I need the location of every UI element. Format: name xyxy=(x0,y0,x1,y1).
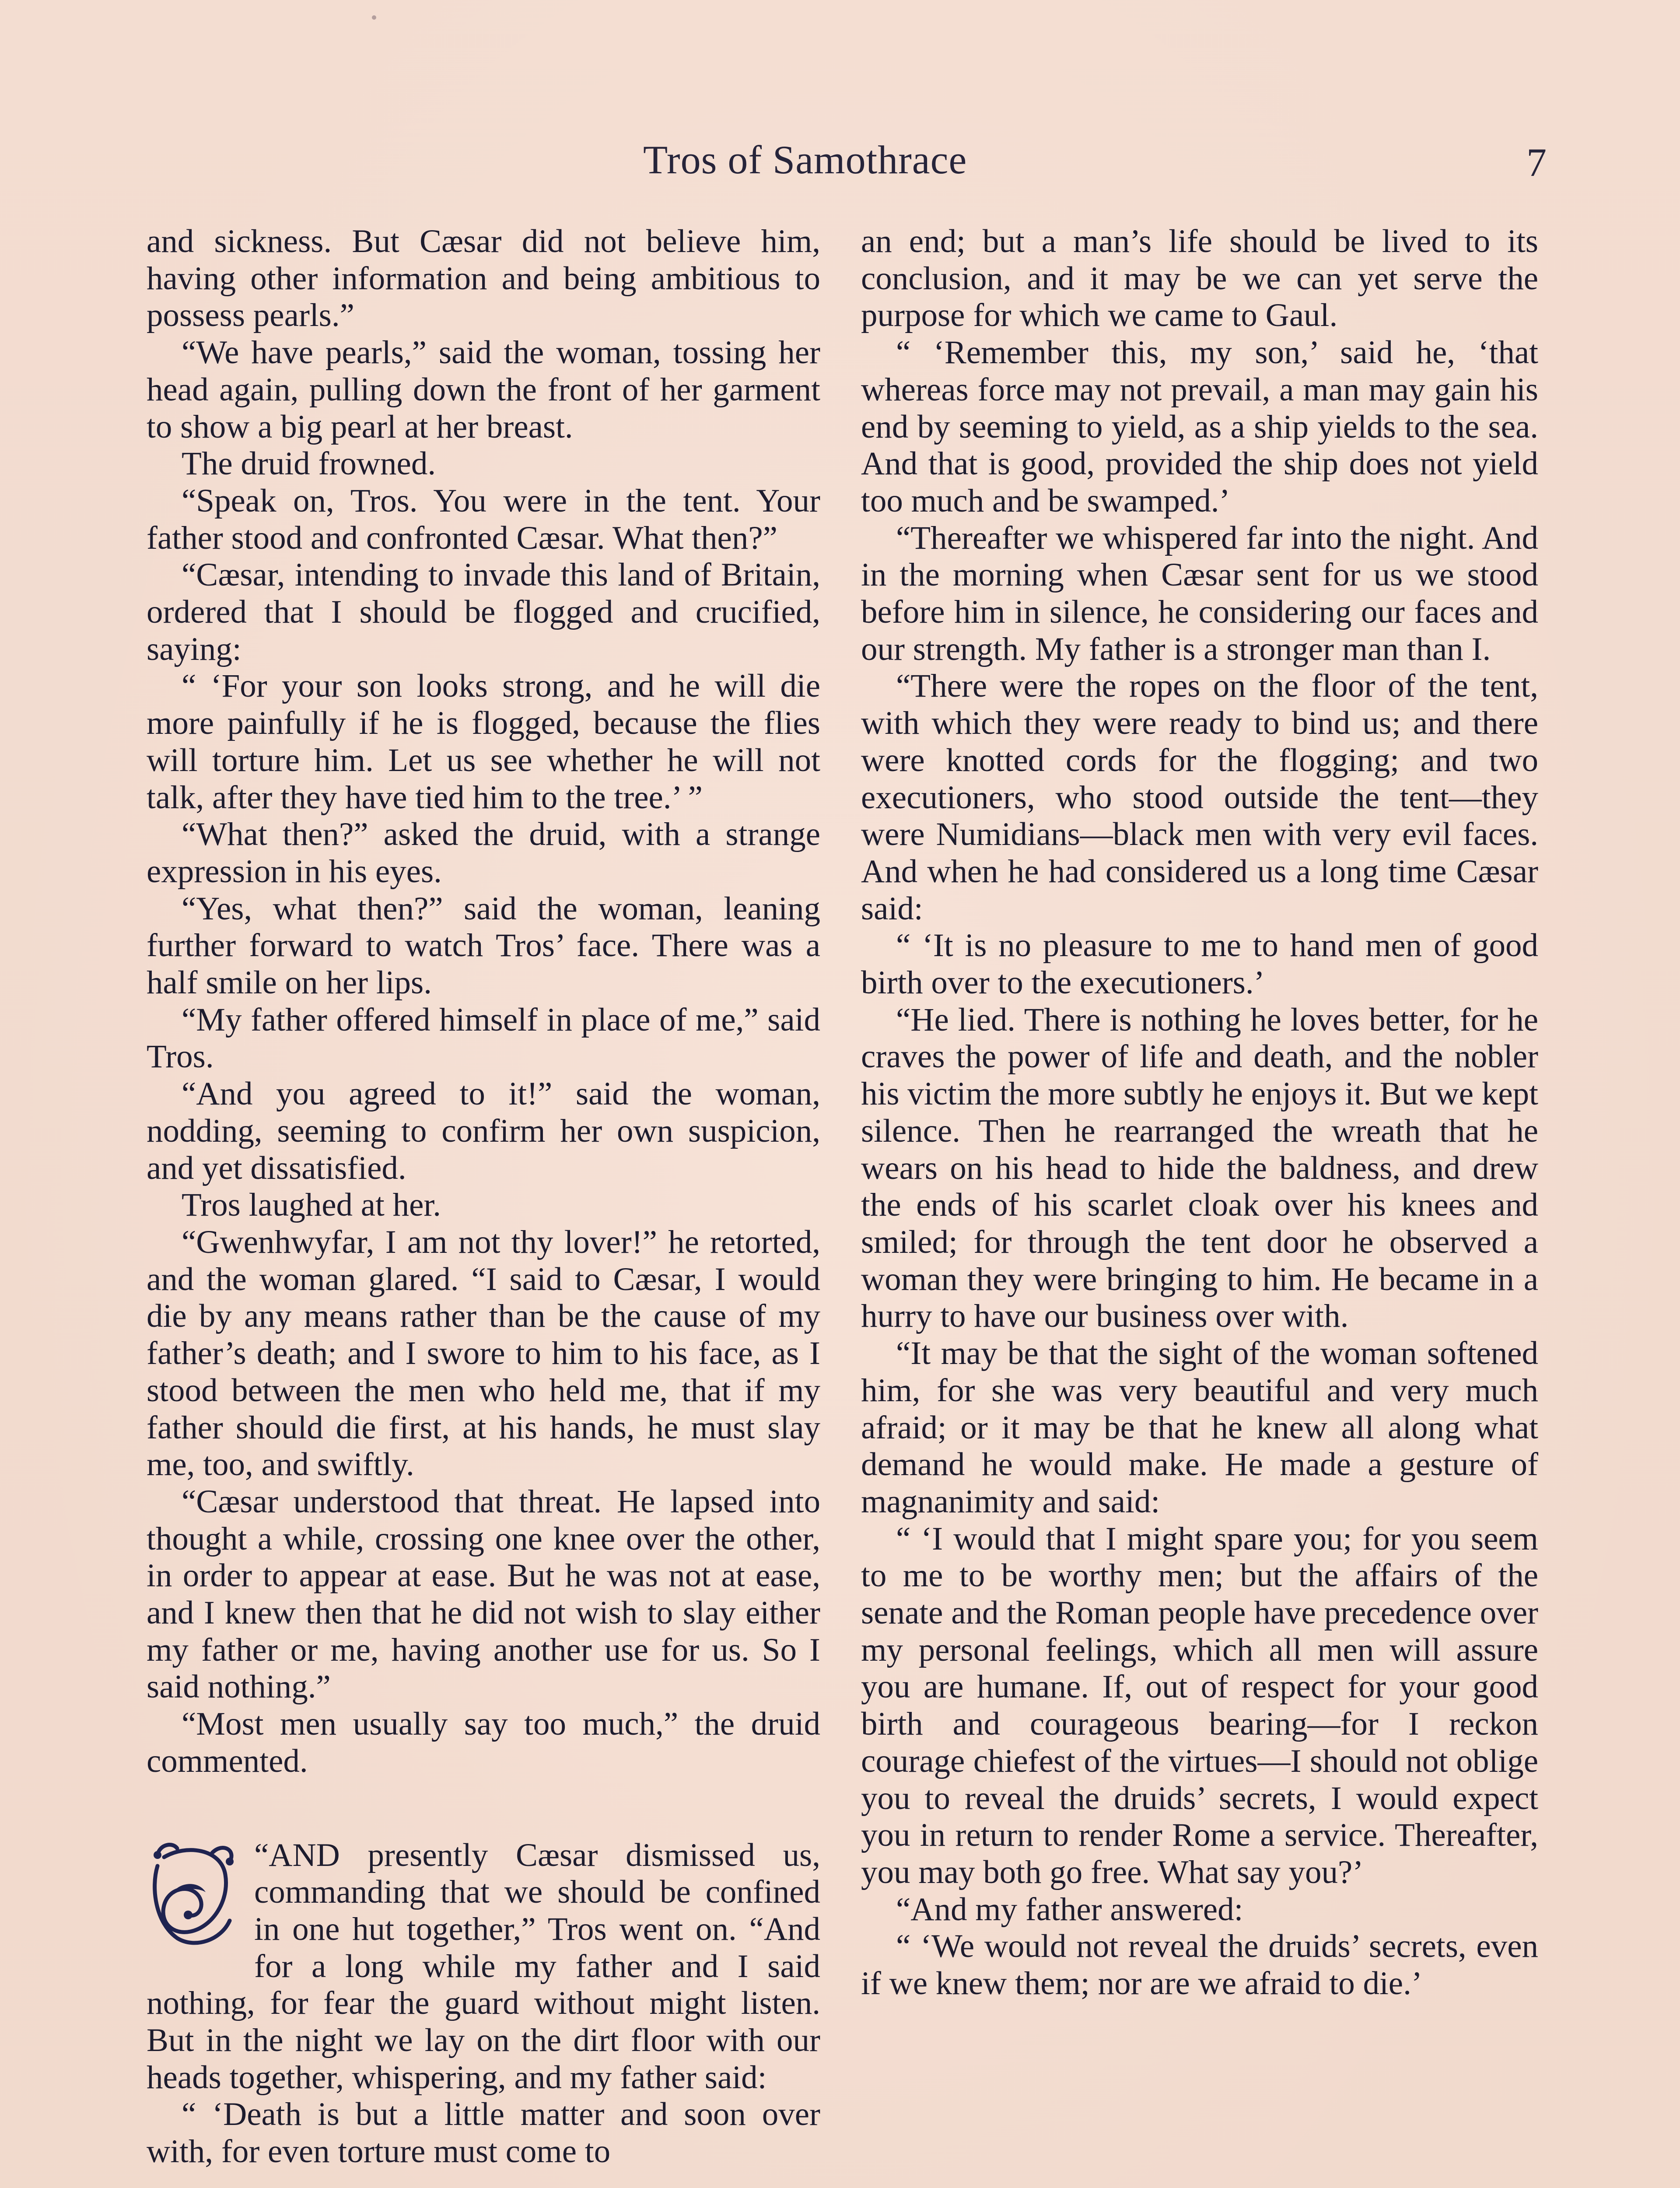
paragraph: “Speak on, Tros. You were in the tent. Your father stood and confronted Cæsar. What then?” xyxy=(147,482,820,556)
left-paragraphs xyxy=(147,223,820,1780)
paragraph: “And my father answered: xyxy=(896,1891,1243,1928)
paragraph: “ ‘For your son looks strong, and he will die more painfully if he is flogged, because the flies will torture him. Let us see whether he will not talk, after they have tied him to the tree.’ ” xyxy=(147,668,820,816)
paragraph: “Cæsar understood that threat. He lapsed into thought a while, crossing one knee over the other, in order to appear at ease. But he was not at ease, and I knew then that he did not wish to slay either my father or me, having another use for us. So I said nothing.” xyxy=(147,1483,820,1705)
paragraph: “Gwenhwyfar, I am not thy lover!” he retorted, and the woman glared. “I said to Cæsar, I would die by any means rather than be the cause of my father’s death; and I swore to him to his face, as I stood between the men who held me, that if my father should die first, at his hands, he must slay me, too, and swiftly. xyxy=(147,1224,820,1483)
left-text-column xyxy=(147,223,820,2188)
paragraph: “Thereafter we whispered far into the night. And in the morning when Cæsar sent for us we stood before him in silence, he considering our faces and our strength. My father is a stronger man than I. xyxy=(861,519,1538,667)
right-text-column xyxy=(861,223,1538,2188)
paragraph: “ ‘Remember this, my son,’ said he, ‘that whereas force may not prevail, a man may gain his end by seeming to yield, as a ship yields to the sea. And that is good, provided the ship does not yield too much and be swamped.’ xyxy=(861,334,1538,519)
paragraph: “ ‘It is no pleasure to me to hand men of good birth over to the executioners.’ xyxy=(861,927,1538,1001)
paragraph: “What then?” asked the druid, with a strange expression in his eyes. xyxy=(147,816,820,890)
paragraph: “ ‘We would not reveal the druids’ secrets, even if we knew them; nor are we afraid to die.’ xyxy=(861,1928,1538,2002)
page-number: 7 xyxy=(1526,140,1547,185)
paragraph: “My father offered himself in place of me,” said Tros. xyxy=(147,1001,820,1075)
running-title: Tros of Samothrace xyxy=(643,137,967,182)
paper-speck xyxy=(372,15,376,20)
paragraph: Tros laughed at her. xyxy=(182,1187,441,1224)
right-paragraphs xyxy=(861,223,1538,2002)
paragraph: The druid frowned. xyxy=(182,445,436,482)
paragraph: “He lied. There is nothing he loves better, for he craves the power of life and death, and the nobler his victim the more subtly he enjoys it. But we kept silence. Then he rearranged the wreath that he wears on his head to hide the baldness, and drew the ends of his scarlet cloak over his knees and smiled; for through the tent door he observed a woman they were bringing to him. He became in a hurry to have our business over with. xyxy=(861,1001,1538,1335)
paragraph: “And you agreed to it!” said the woman, nodding, seeming to confirm her own suspicion, and yet dissatisfied. xyxy=(147,1076,820,1186)
paragraph: and sickness. But Cæsar did not believe him, having other information and being ambitious to possess pearls.” xyxy=(147,223,820,334)
paragraph: “ ‘Death is but a little matter and soon over with, for even torture must come to xyxy=(147,2096,820,2170)
paragraph: an end; but a man’s life should be lived to its conclusion, and it may be we can yet serve the purpose for which we came to Gaul. xyxy=(861,223,1538,334)
left-tail-paragraphs xyxy=(147,2096,820,2170)
paragraph: “ ‘I would that I might spare you; for you seem to me to be worthy men; but the affairs of the senate and the Roman people have precedence over my personal feelings, which all men will assure you are humane. If, out of respect for your good birth and courageous bearing—for I reckon courage chiefest of the virtues—I should not oblige you to reveal the druids’ secrets, I would expect you in return to render Rome a service. Thereafter, you may both go free. What say you?’ xyxy=(861,1520,1538,1890)
section-break xyxy=(147,1780,820,1837)
dropcap-paragraph xyxy=(147,1837,820,2097)
paragraph: “Most men usually say too much,” the druid commented. xyxy=(147,1706,820,1779)
decorative-initial-ornament xyxy=(147,1840,238,1949)
dropcap-paragraph-text: “AND presently Cæsar dismissed us, commanding that we should be confined in one hut together,” Tros went on. “And for a long while my father and I said nothing, for fear the guard without might listen. But in the night we lay on the dirt floor with our heads together, whispering, and my father said: xyxy=(147,1837,820,2096)
paragraph: “We have pearls,” said the woman, tossing her head again, pulling down the front of her garment to show a big pearl at her breast. xyxy=(147,334,820,445)
paragraph: “It may be that the sight of the woman softened him, for she was very beautiful and very much afraid; or it may be that he knew all along what demand he would make. He made a gesture of magnanimity and said: xyxy=(861,1335,1538,1520)
paragraph: “There were the ropes on the floor of the tent, with which they were ready to bind us; and there were knotted cords for the flogging; and two executioners, who stood outside the tent—they were Numidians—black men with very evil faces. And when he had considered us a long time Cæsar said: xyxy=(861,668,1538,927)
paragraph: “Cæsar, intending to invade this land of Britain, ordered that I should be flogged and crucified, saying: xyxy=(147,557,820,667)
paragraph: “Yes, what then?” said the woman, leaning further forward to watch Tros’ face. There was a half smile on her lips. xyxy=(147,890,820,1001)
